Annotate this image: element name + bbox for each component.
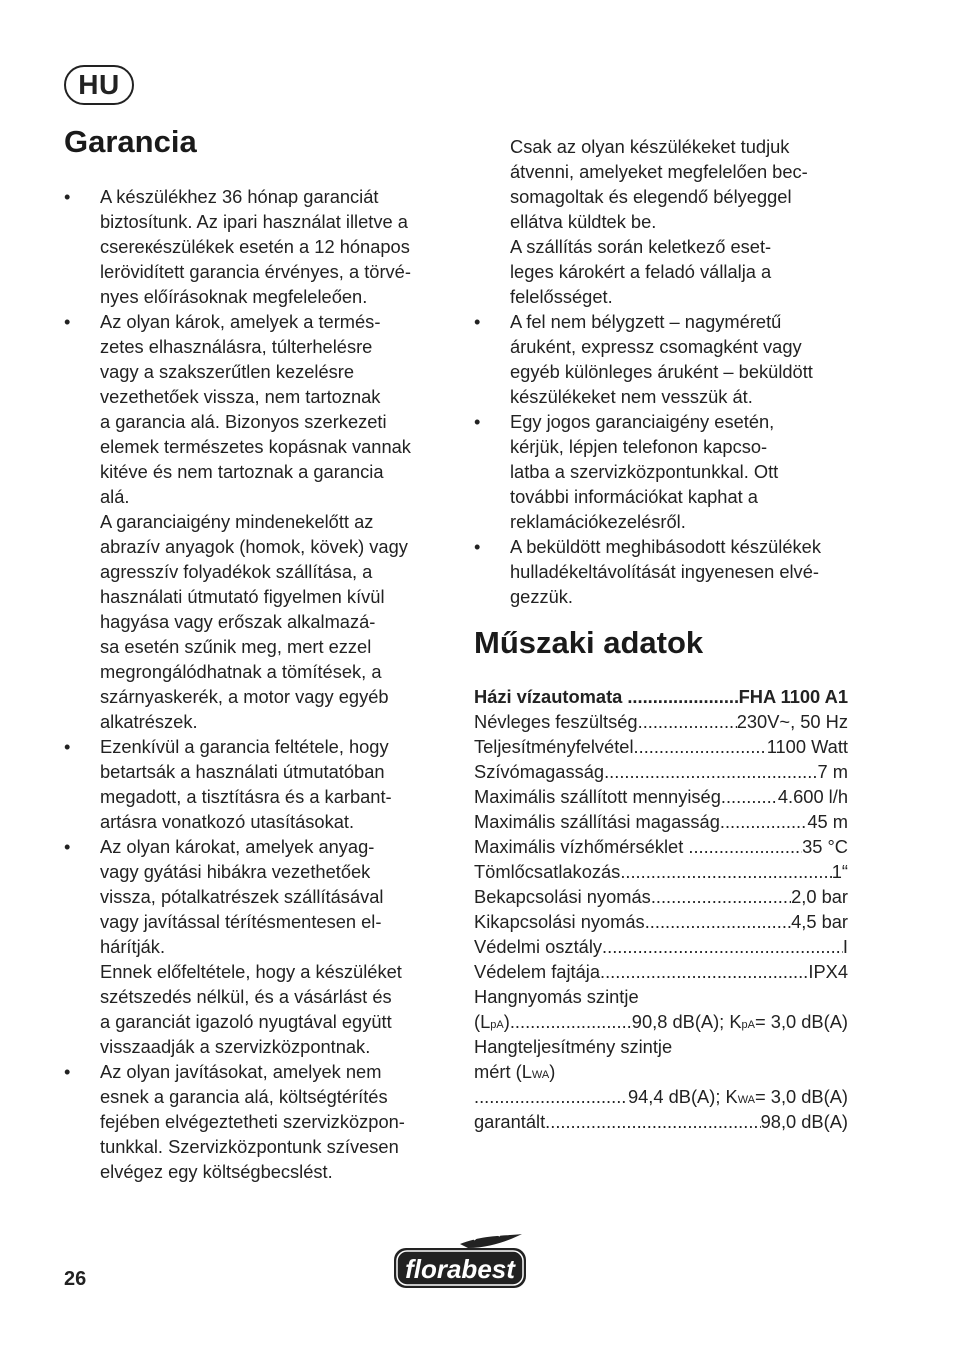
text-line: sa esetén szűnik meg, mert ezzel [100,636,372,657]
spec-row [474,809,848,834]
spec-value: 2,0 bar [791,886,848,907]
spec-table [474,684,848,1134]
text-line: vagy gyátási hibákra vezethetőek [100,861,371,882]
text-line: alkatrészek. [100,711,198,732]
spec-row [474,909,848,934]
spec-label: Maximális szállítási magasság [474,811,720,832]
spec-row [474,709,848,734]
text-line: reklamációkezelésről. [510,511,686,532]
text-line: kérjük, lépjen telefonon kapcso- [510,436,768,457]
spec-header-row [474,684,848,709]
text-line: megrongálódhatnak a tömítések, a [100,661,382,682]
measured-sub: WA [531,1069,550,1081]
svg-text:florabest: florabest [405,1254,515,1284]
text-line: készülékeket nem vesszük át. [510,386,753,407]
spec-value: 4.600 l/h [777,786,848,807]
spec-label: Maximális vízhőmérséklet . [474,836,694,857]
text-line: Ezenkívül a garancia feltétele, hogy [100,736,389,757]
spec-row [474,759,848,784]
bullet-marker: • [474,311,481,332]
sound-pressure-k-value: = 3,0 dB(A) [755,1011,848,1032]
text-line: visszaadják a szervizközpontnak. [100,1036,371,1057]
text-line: áruként, expressz csomagként vagy [510,336,802,357]
spec-value: I [842,936,848,957]
guaranteed-row [474,1109,848,1134]
text-line: szétszedés nélkül, és a vásárlást és [100,986,392,1007]
right-bullet-item [474,409,864,534]
spec-row [474,834,848,859]
text-line: csereкészülékek esetén a 12 hónapos [100,236,410,257]
text-line: A garanciaigény mindenekelőtt az [100,511,374,532]
spec-row [474,959,848,984]
garancia-title: Garancia [64,124,197,159]
spec-label: Teljesítményfelvétel [474,736,634,757]
text-line: vagy javítással térítésmentesen el- [100,911,382,932]
bullet-marker: • [474,536,481,557]
text-line: nyes előírásoknak megfeleleően. [100,286,368,307]
right-bullet-item [474,534,864,609]
sound-power-title: Hangteljesítmény szintje [474,1036,673,1057]
garancia-right-column [474,134,864,609]
measured-label-row: mért (LWA) [474,1061,556,1082]
text-line: elvégez egy költségbecslést. [100,1161,333,1182]
sound-pressure-k-sub: pA [741,1019,756,1031]
text-line: felelősséget. [510,286,613,307]
text-line: megadott, a tisztításra és a karbant- [100,786,392,807]
spec-value: 45 m [807,811,848,832]
bullet-marker: • [64,311,71,332]
text-line: leges károkért a feladó vállalja a [510,261,772,282]
guaranteed-label: garantált [474,1111,546,1132]
measured-value: 94,4 dB(A); K [627,1086,738,1107]
page-number: 26 [64,1268,87,1290]
spec-label: Tömlőcsatlakozás [474,861,621,882]
measured-k-value: = 3,0 dB(A) [755,1086,848,1107]
text-line: Az olyan károkat, amelyek anyag- [100,836,375,857]
spec-value: IPX4 [808,961,848,982]
text-line: zetes elhasználásra, túlterhelésre [100,336,373,357]
spec-row [474,884,848,909]
spec-label: Maximális szállított mennyiség [474,786,721,807]
text-line: használati útmutató figyelmen kívül [100,586,385,607]
spec-row [474,859,848,884]
language-badge: HU [64,65,134,105]
text-line: A beküldött meghibásodott készülékek [510,536,821,557]
text-line: Az olyan károk, amelyek a termés- [100,311,381,332]
text-line: abrazív anyagok (homok, kövek) vagy [100,536,408,557]
spec-row [474,734,848,759]
garancia-left-column [64,184,464,1184]
bullet-marker: • [64,736,71,757]
text-line: hulladékeltávolítását ingyenesen elvé- [510,561,819,582]
bullet-marker: • [64,1061,71,1082]
text-line: további információkat kaphat a [510,486,758,507]
right-bullet-item [474,309,864,409]
text-line: Csak az olyan készülékeket tudjuk [510,136,790,157]
text-line: vissza, pótalkatrészek szállításával [100,886,384,907]
text-line: A fel nem bélygzett – nagyméretű [510,311,782,332]
sound-pressure-title: Hangnyomás szintje [474,986,639,1007]
text-line: esnek a garancia alá, költségtérítés [100,1086,388,1107]
spec-label: Kikapcsolási nyomás [474,911,645,932]
florabest-logo [390,1234,530,1290]
text-line: egyéb különleges áruként – beküldött [510,361,813,382]
bullet-marker: • [64,836,71,857]
text-line: betartsák a használati útmutatóban [100,761,385,782]
text-line: a garancia alá. Bizonyos szerkezeti [100,411,387,432]
text-line: alá. [100,486,130,507]
text-line: hagyása vagy erőszak alkalmazá- [100,611,376,632]
text-line: Ennek előfeltétele, hogy a készüléket [100,961,402,982]
text-line: Az olyan javításokat, amelyek nem [100,1061,382,1082]
text-line: hárítják. [100,936,166,957]
text-line: A készülékhez 36 hónap garanciát [100,186,379,207]
sound-pressure-label: (L [474,1011,491,1032]
left-bullet-item [64,184,464,309]
text-line: ellátva küldtek be. [510,211,657,232]
sound-pressure-sub: pA [490,1019,504,1031]
spec-value: 230V~, 50 Hz [736,711,848,732]
text-line: artásra vonatkozó utasításokat. [100,811,355,832]
sound-pressure-value: 90,8 dB(A); K [631,1011,742,1032]
text-line: vagy a szakszerűtlen kezelésre [100,361,355,382]
text-line: kitéve és nem tartoznak a garancia [100,461,384,482]
text-line: a garanciát igazoló nyugtával együtt [100,1011,392,1032]
left-bullet-item [64,1059,464,1184]
text-line: szárnyaskerék, a motor vagy egyéb [100,686,389,707]
spec-header-label: Házi vízautomata [474,686,623,707]
spec-label: Névleges feszültség [474,711,638,732]
bullet-marker: • [64,186,71,207]
text-line: agresszív folyadékok szállítása, a [100,561,373,582]
text-line: fejében elvégeztetheti szervizközpon- [100,1111,405,1132]
left-bullet-item [64,309,464,734]
text-line: biztosítunk. Az ipari használat illetve a [100,211,408,232]
text-line: tunkkal. Szervizközpontunk szívesen [100,1136,399,1157]
text-line: somagoltak és elegendő bélyeggel [510,186,792,207]
sound-pressure-row: (L $_{pA}$ ) ..... 90,8 dB(A); K $_{pA}$ = 3,0 dB(A) [474,1009,848,1034]
measured-label: mért (L [474,1061,532,1082]
spec-row [474,784,848,809]
left-bullet-item [64,734,464,834]
spec-value: 7 m [817,761,848,782]
spec-row [474,934,848,959]
text-line: elemek természetes kopásnak vannak [100,436,411,457]
spec-label: Szívómagasság [474,761,605,782]
spec-value: 1100 Watt [766,736,848,757]
text-line: gezzük. [510,586,574,607]
spec-label: Védelmi osztály [474,936,603,957]
spec-header-value: FHA 1100 A1 [738,686,848,707]
bullet-marker: • [474,411,481,432]
right-intro-paragraph [474,134,864,309]
text-line: átvenni, amelyeket megfelelően bec- [510,161,808,182]
text-line: Egy jogos garanciaigény esetén, [510,411,775,432]
measured-value-row [474,1084,848,1109]
text-line: lerövidített garancia érvényes, a törvé- [100,261,411,282]
text-line: latba a szervizközpontunkkal. Ott [510,461,779,482]
text-line: vezethetőek vissza, nem tartoznak [100,386,381,407]
muszaki-title: Műszaki adatok [474,625,704,660]
spec-value: 35 °C [802,836,848,857]
spec-value: 4,5 bar [791,911,848,932]
text-line: A szállítás során keletkező eset- [510,236,772,257]
spec-label: Védelem fajtája [474,961,601,982]
spec-label: Bekapcsolási nyomás [474,886,651,907]
guaranteed-value: 98,0 dB(A) [760,1111,848,1132]
left-bullet-item [64,834,464,1059]
spec-value: 1“ [831,861,848,882]
measured-k-sub: WA [737,1094,756,1106]
